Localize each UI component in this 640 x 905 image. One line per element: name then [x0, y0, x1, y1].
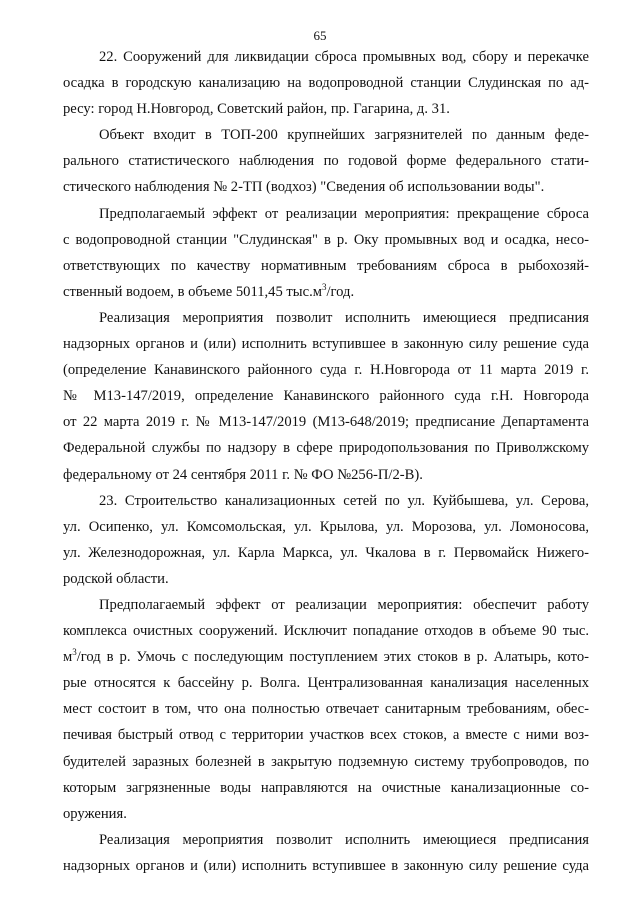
- text-line: рального статистического наблюдения по годовой форме федерального стати-: [63, 153, 589, 170]
- text-line: Предполагаемый эффект от реализации мероприятия: прекращение сброса: [99, 205, 589, 222]
- text-line: Предполагаемый эффект от реализации мероприятия: обеспечит работу: [99, 596, 589, 613]
- text-line: оружения.: [63, 805, 127, 822]
- text-line: ресу: город Н.Новгород, Советский район, пр. Гагарина, д. 31.: [63, 101, 450, 118]
- text-line: Реализация мероприятия позволит исполнить имеющиеся предписания: [99, 831, 589, 848]
- text-fragment: /год в р. Умочь с последующим поступлением этих стоков в р. Алатырь, кото-: [76, 649, 589, 666]
- superscript: 3: [321, 281, 327, 292]
- text-line: печивая быстрый отвод с территории участков всех стоков, а вместе с ними воз-: [63, 727, 589, 744]
- text-line: Реализация мероприятия позволит исполнить имеющиеся предписания: [99, 309, 589, 326]
- text-line: мест состоит в том, что она полностью отвечает санитарным требованиям, обес-: [63, 701, 589, 718]
- text-line: комплекса очистных сооружений. Исключит попадание отходов в объеме 90 тыс.: [63, 623, 589, 640]
- page-number: 65: [313, 28, 327, 43]
- text-fragment: /год.: [326, 283, 355, 300]
- text-line: Федеральной службы по надзору в сфере природопользования по Приволжскому: [63, 440, 589, 457]
- text-line: № М13-147/2019, определение Канавинского районного суда г.Н. Новгорода: [63, 388, 589, 405]
- text-line: (определение Канавинского районного суда г. Н.Новгорода от 11 марта 2019 г.: [63, 362, 589, 379]
- text-line: рые относятся к бассейну р. Волга. Централизованная канализация населенных: [63, 675, 589, 692]
- text-line: 23. Строительство канализационных сетей по ул. Куйбышева, ул. Серова,: [99, 492, 589, 509]
- text-line: ул. Железнодорожная, ул. Карла Маркса, ул. Чкалова в г. Первомайск Нижего-: [63, 544, 589, 561]
- text-line: 22. Сооружений для ликвидации сброса промывных вод, сбору и перекачке: [99, 49, 589, 65]
- text-line: Объект входит в ТОП-200 крупнейших загрязнителей по данным феде-: [99, 127, 589, 144]
- text-line: [63, 644, 589, 670]
- text-line: осадка в городскую канализацию на водопроводной станции Слудинская по ад-: [63, 75, 589, 92]
- text-line: родской области.: [63, 570, 169, 587]
- text-line: стического наблюдения № 2-ТП (водхоз) "Сведения об использовании воды".: [63, 179, 545, 196]
- text-line: ответствующих по качеству нормативным требованиям сброса в рыбохозяй-: [63, 257, 589, 274]
- document-body: [63, 44, 589, 879]
- text-line: федеральному от 24 сентября 2011 г. № ФО №256-П/2-В).: [63, 466, 423, 483]
- text-line: [63, 279, 589, 305]
- text-fragment: ственный водоем, в объеме 5011,45 тыс.м: [63, 283, 322, 300]
- text-line: надзорных органов и (или) исполнить вступившее в законную силу решение суда: [63, 336, 589, 353]
- text-fragment: м: [63, 649, 73, 666]
- text-line: будителей заразных болезней в закрытую подземную систему трубопроводов, по: [63, 753, 589, 770]
- superscript: 3: [72, 647, 77, 658]
- text-line: которым загрязненные воды направляются на очистные канализационные со-: [63, 779, 589, 796]
- text-line: с водопроводной станции "Слудинская" в р. Оку промывных вод и осадка, несо-: [63, 231, 589, 248]
- text-line: надзорных органов и (или) исполнить вступившее в законную силу решение суда: [63, 857, 589, 874]
- text-line: ул. Осипенко, ул. Комсомольская, ул. Крылова, ул. Морозова, ул. Ломоносова,: [63, 518, 589, 535]
- text-line: от 22 марта 2019 г. № М13-147/2019 (М13-648/2019; предписание Департамента: [63, 414, 589, 431]
